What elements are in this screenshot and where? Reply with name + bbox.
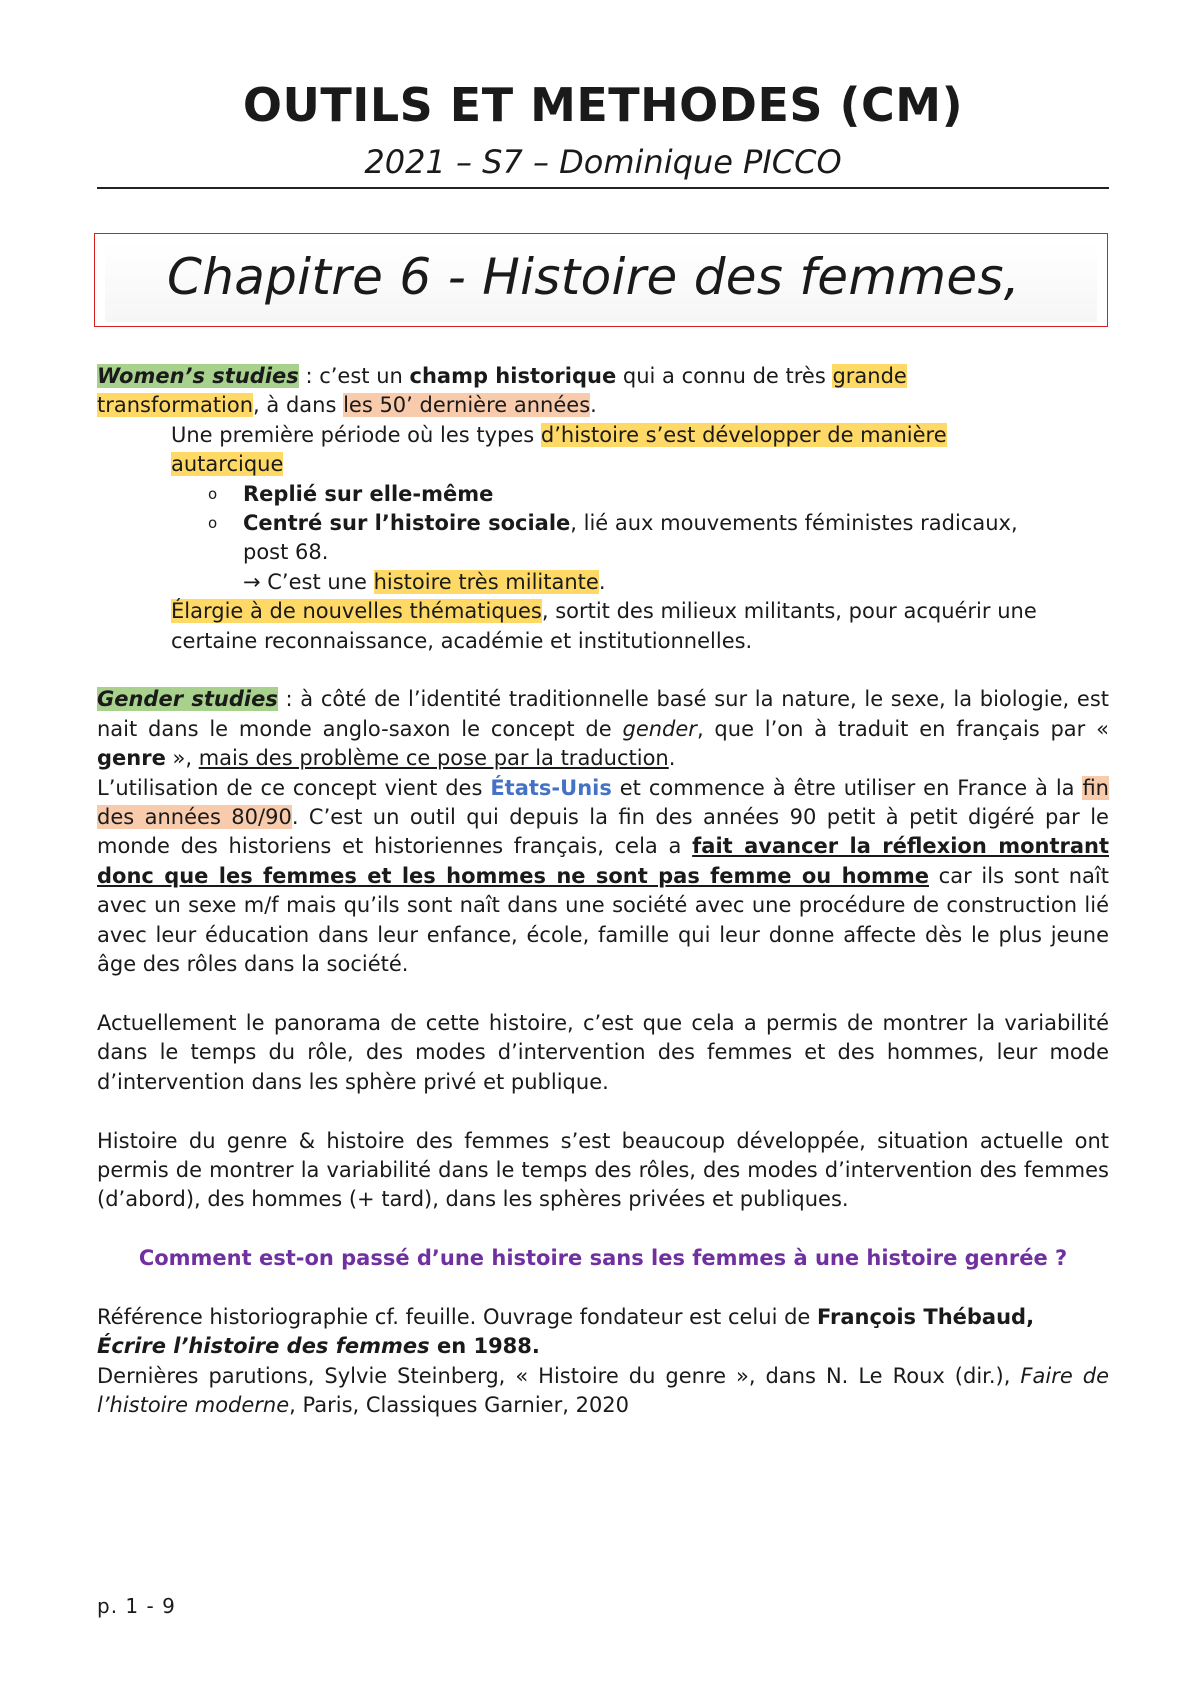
paragraph-usa-concept: L’utilisation de ce concept vient des États-Unis et commence à être utiliser en France à la fin des années 80/90. C’est un outil qui depuis la fin des années 90 petit à petit digéré par le monde des historiens et historiennes français, cela a fait avancer la réflexion montrant donc que les femmes et les hommes ne sont pas femme ou homme car ils sont naît avec un sexe m/f mais qu’ils sont naît dans une société avec une procédure de construction lié avec leur éducation dans leur enfance, école, famille qui leur donne affecte dès le plus jeune âge des rôles dans la société. [97,775,1110,977]
paragraph-reference: Référence historiographie cf. feuille. Ouvrage fondateur est celui de François Thébaud, Écrire l’histoire des femmes en 1988. [97,1304,1035,1359]
militant-history-note: → C’est une histoire très militante. [243,569,606,594]
highlight-50-years: les 50’ dernière années [343,393,591,418]
document-body [97,362,1109,1421]
chapter-heading-box [94,233,1108,327]
paragraph-dernieres-parutions: Dernières parutions, Sylvie Steinberg, « Histoire du genre », dans N. Le Roux (dir.), Faire de l’histoire moderne, Paris, Classiques Garnier, 2020 [97,1363,1109,1418]
paragraph-womens-studies: Women’s studies : c’est un champ historique qui a connu de très grande transformation, à dans les 50’ dernière années. [97,364,907,418]
highlight-grande: grande [832,364,907,388]
bullet-elargie: Élargie à de nouvelles thématiques, sortit des milieux militants, pour acquérir une certaine reconnaissance, académie et institutionnelles. [171,599,1037,653]
section-question: Comment est-on passé d’une histoire sans les femmes à une histoire genrée ? [138,1246,1068,1271]
paragraph-gender-studies: Gender studies : à côté de l’identité traditionnelle basé sur la nature, le sexe, la biologie, est nait dans le monde anglo-saxon le concept de gender, que l’on à traduit en français par « genre », mais des problème ce pose par la traduction. [97,687,1109,771]
page-number: p. 1 - 9 [97,1594,176,1618]
chapter-heading-clip [105,242,1097,322]
title-divider [97,187,1109,189]
highlight-transformation: transformation [97,393,254,418]
subbullet-replie: o Replié sur elle-même [97,480,1109,509]
paragraph-histoire-genre: Histoire du genre & histoire des femmes s’est beaucoup développée, situation actuelle ont permis de montrer la variabilité dans le temps des rôles, des modes d’intervention des femmes (d’abord), des hommes (+ tard), dans les sphères privées et publiques. [97,1128,1109,1212]
bullet-first-period: Une première période où les types d’histoire s’est développer de manière autarcique [171,422,947,477]
subbullet-centre: o Centré sur l’histoire sociale, lié aux mouvements féministes radicaux, post 68. [208,511,1018,565]
subbullet-marker: o [208,514,218,533]
subbullet-marker: o [208,484,218,503]
chapter-heading: Chapitre 6 - Histoire des femmes, [167,248,1020,306]
term-womens-studies: Women’s studies [97,364,299,388]
document-title: OUTILS ET METHODES (CM) [242,78,964,132]
link-etats-unis: États-Unis [490,775,612,800]
term-gender-studies: Gender studies [97,687,278,712]
paragraph-panorama: Actuellement le panorama de cette histoire, c’est que cela a permis de montrer la variabilité dans le temps du rôle, des modes d’intervention des femmes et des hommes, leur mode d’intervention dans les sphère privé et publique. [97,1010,1109,1094]
document-subtitle: 2021 – S7 – Dominique PICCO [364,143,842,181]
